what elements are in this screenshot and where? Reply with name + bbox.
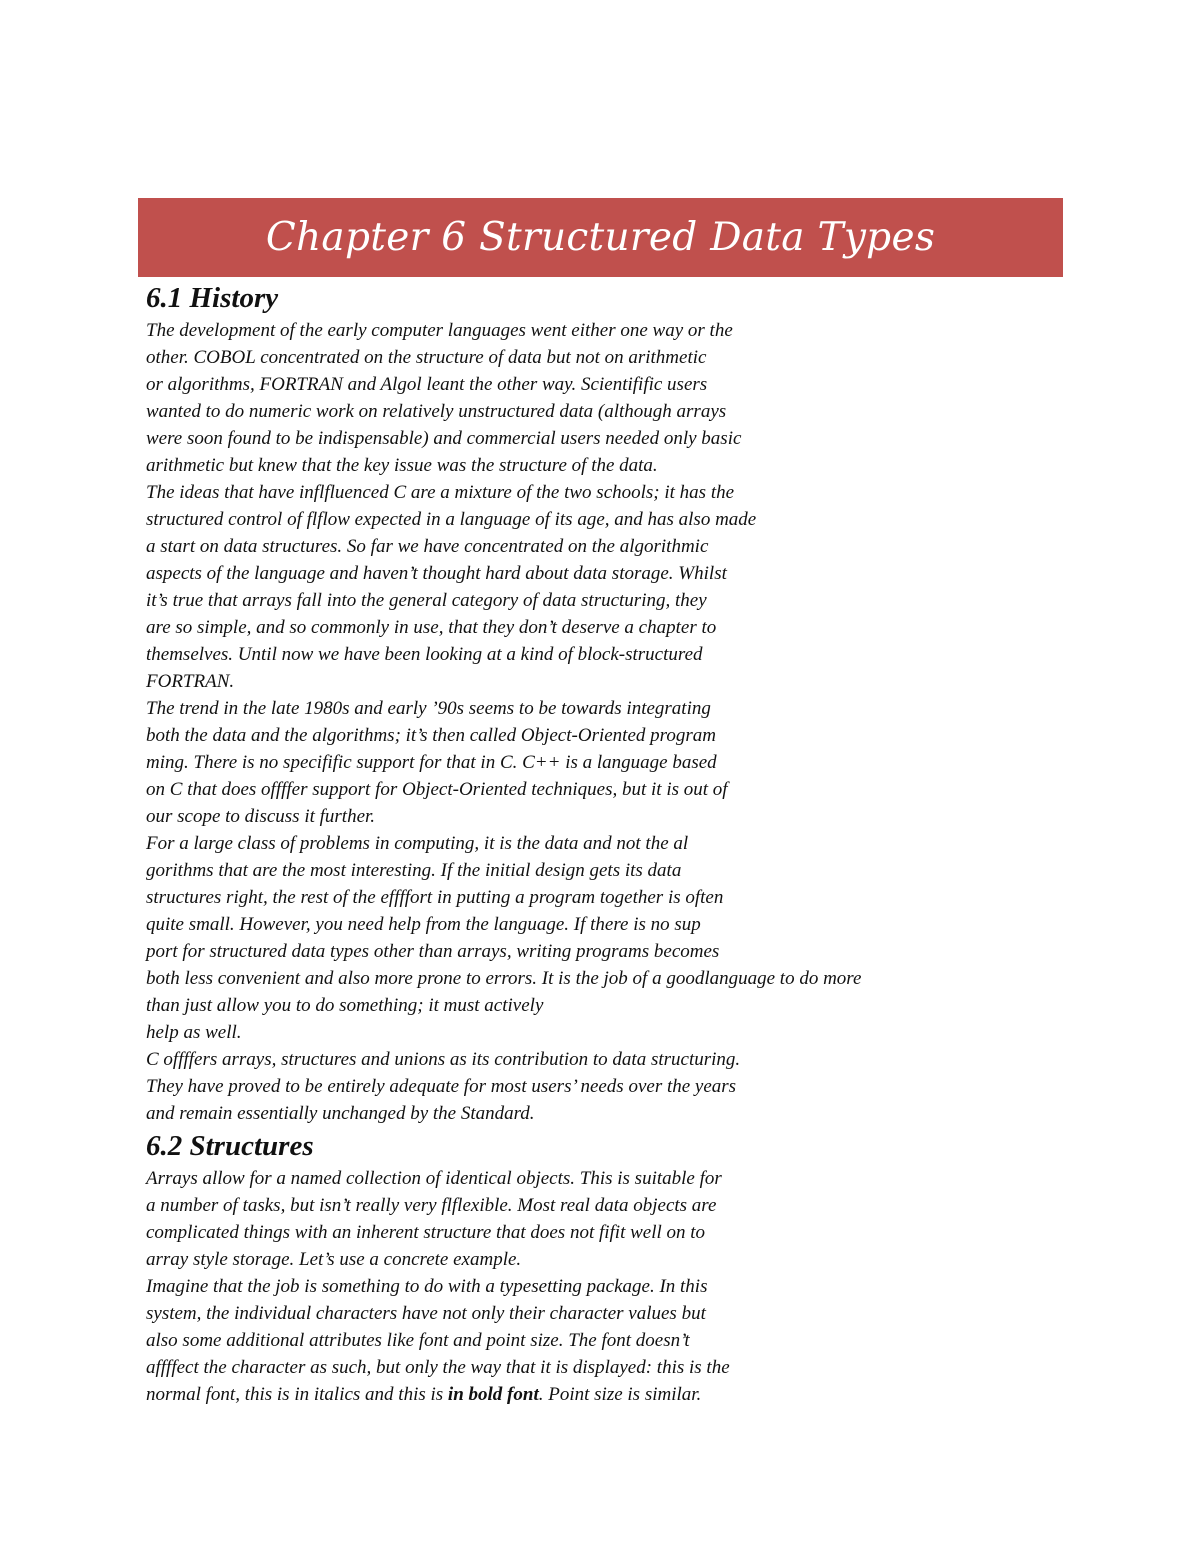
text-line: aspects of the language and haven’t thought hard about data storage. Whilst <box>146 563 727 584</box>
text-line: both less convenient and also more prone to errors. It is the job of a goodlanguage to do more <box>146 968 862 989</box>
text-line: structured control of flflow expected in a language of its age, and has also made <box>146 509 757 530</box>
text-line: The trend in the late 1980s and early ’90s seems to be towards integrating <box>146 698 711 719</box>
text-line: affffect the character as such, but only the way that it is displayed: this is the <box>146 1357 730 1378</box>
text-line: our scope to discuss it further. <box>146 806 376 827</box>
text-run: normal font, this is in italics and this is <box>146 1384 448 1405</box>
text-line: C offffers arrays, structures and unions as its contribution to data structuring. <box>146 1049 741 1070</box>
text-line: are so simple, and so commonly in use, that they don’t deserve a chapter to <box>146 617 717 638</box>
bold-text-run: in bold font <box>447 1384 539 1405</box>
text-line: Arrays allow for a named collection of identical objects. This is suitable for <box>146 1168 722 1189</box>
text-run: . Point size is similar. <box>538 1384 702 1405</box>
text-line: themselves. Until now we have been looking at a kind of block-structured <box>146 644 703 665</box>
text-line: The development of the early computer languages went either one way or the <box>146 320 733 341</box>
text-line: or algorithms, FORTRAN and Algol leant the other way. Scientifific users <box>146 374 708 395</box>
text-line: quite small. However, you need help from the language. If there is no sup <box>146 914 701 935</box>
text-line: ming. There is no specifific support for that in C. C++ is a language based <box>146 752 717 773</box>
text-line: port for structured data types other than arrays, writing programs becomes <box>146 941 720 962</box>
chapter-title: Chapter 6 Structured Data Types <box>265 215 936 260</box>
text-line: also some additional attributes like font and point size. The font doesn’t <box>146 1330 690 1351</box>
text-line: The ideas that have inflfluenced C are a mixture of the two schools; it has the <box>146 482 735 503</box>
text-line: and remain essentially unchanged by the Standard. <box>146 1103 535 1124</box>
section-heading: 6.1 History <box>146 282 279 314</box>
section-structures <box>146 1127 1186 1408</box>
text-line: on C that does offffer support for Object-Oriented techniques, but it is out of <box>146 779 728 800</box>
text-line: They have proved to be entirely adequate for most users’ needs over the years <box>146 1076 737 1097</box>
text-line: gorithms that are the most interesting. If the initial design gets its data <box>146 860 682 881</box>
text-line: system, the individual characters have not only their character values but <box>146 1303 706 1324</box>
text-line: wanted to do numeric work on relatively unstructured data (although arrays <box>146 401 727 422</box>
text-line-mixed <box>146 1381 1186 1408</box>
text-line: a number of tasks, but isn’t really very flflexible. Most real data objects are <box>146 1195 717 1216</box>
section-body <box>146 1165 1186 1408</box>
text-line: were soon found to be indispensable) and commercial users needed only basic <box>146 428 742 449</box>
section-heading: 6.2 Structures <box>146 1130 314 1162</box>
text-line: than just allow you to do something; it must actively <box>146 995 544 1016</box>
text-line: both the data and the algorithms; it’s then called Object-Oriented program <box>146 725 716 746</box>
text-line: it’s true that arrays fall into the general category of data structuring, they <box>146 590 707 611</box>
document-body <box>146 279 1186 1408</box>
section-body <box>146 317 1186 1127</box>
text-line: complicated things with an inherent structure that does not fifit well on to <box>146 1222 706 1243</box>
section-history <box>146 279 1186 1127</box>
text-line: help as well. <box>146 1022 242 1043</box>
text-line: array style storage. Let’s use a concrete example. <box>146 1249 522 1270</box>
text-line: other. COBOL concentrated on the structure of data but not on arithmetic <box>146 347 707 368</box>
text-line: a start on data structures. So far we have concentrated on the algorithmic <box>146 536 709 557</box>
text-line: For a large class of problems in computing, it is the data and not the al <box>146 833 689 854</box>
text-line: structures right, the rest of the effffort in putting a program together is often <box>146 887 724 908</box>
text-line: FORTRAN. <box>146 671 235 692</box>
chapter-banner <box>138 198 1063 277</box>
text-line: arithmetic but knew that the key issue was the structure of the data. <box>146 455 658 476</box>
text-line: Imagine that the job is something to do with a typesetting package. In this <box>146 1276 708 1297</box>
